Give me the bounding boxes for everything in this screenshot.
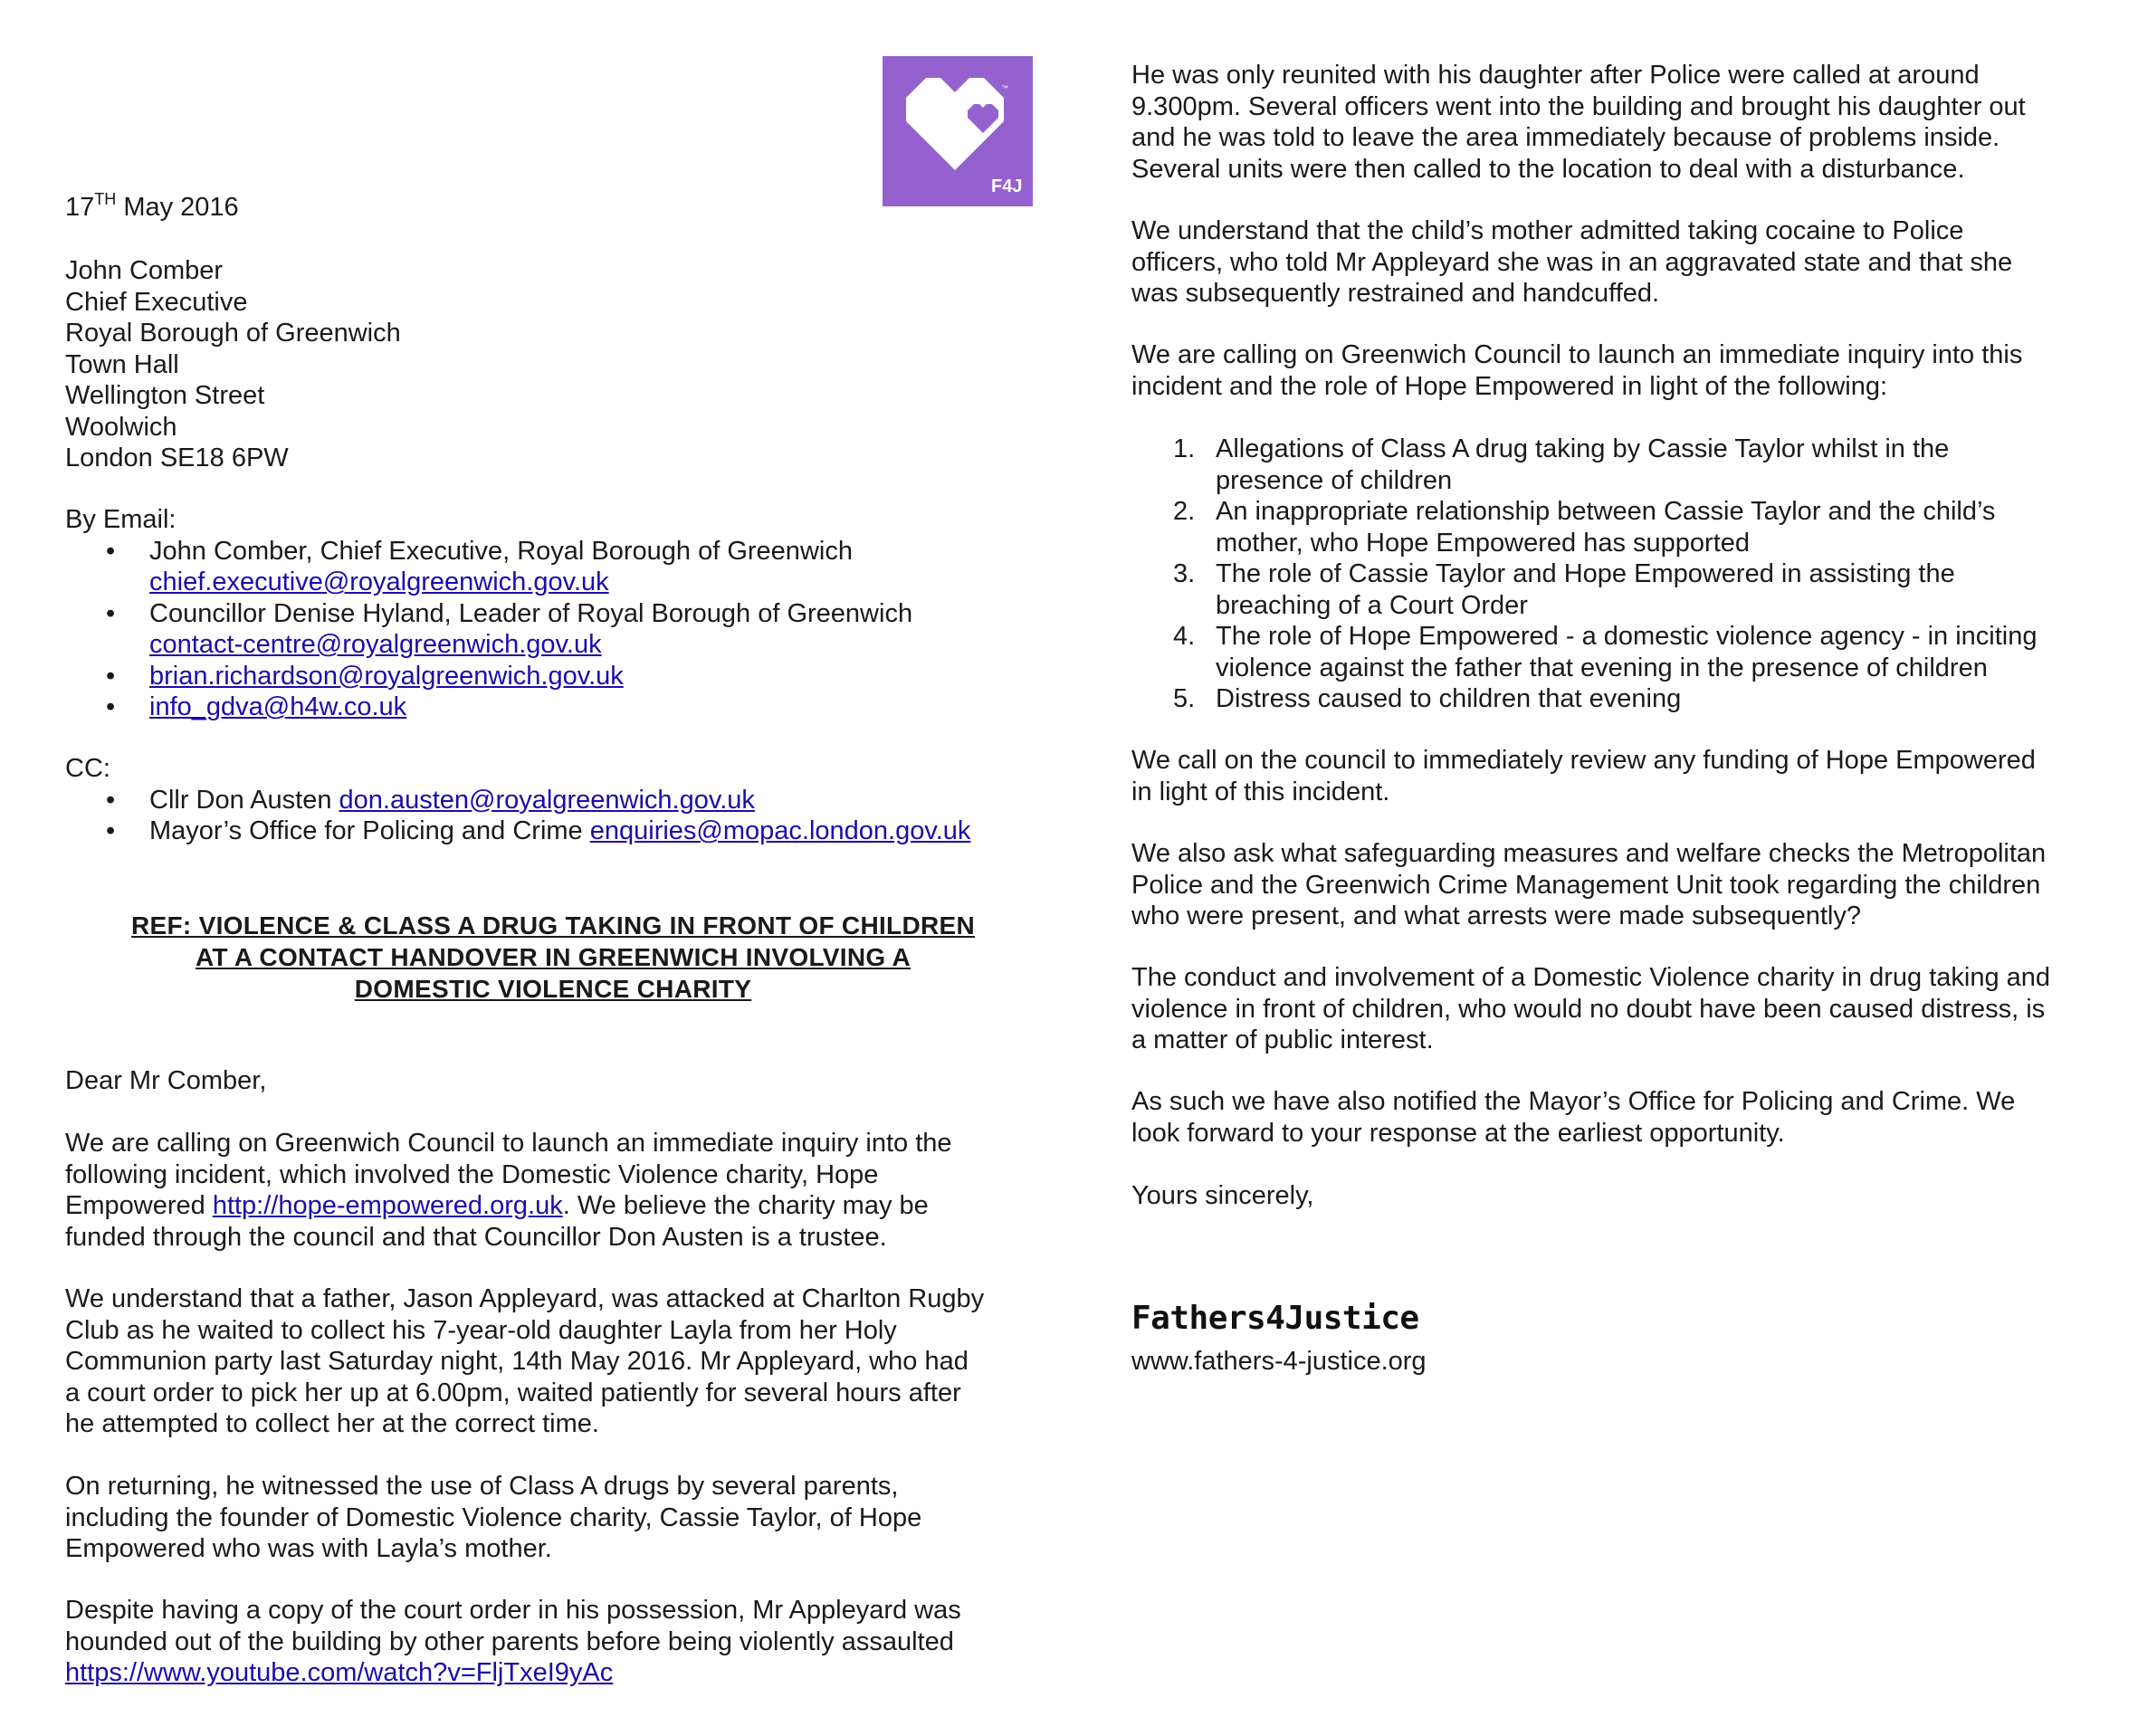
body-paragraph: We understand that a father, Jason Appleyard, was attacked at Charlton Rugby Club as he waited to collect his 7-year-old daughter Layla from her Holy Communion party last Saturday night, 14th May 2016. Mr Appleyard, who had a court order to pick her up at 6.00pm, waited patiently for several hours after he attempted to collect her at the correct time. (65, 1284, 985, 1438)
address-line: Wellington Street (65, 381, 265, 410)
list-item: • Councillor Denise Hyland, Leader of Royal Borough of Greenwich contact-centre@royalgreenwich.gov.uk (106, 598, 913, 659)
logo-text: F4J (991, 176, 1023, 196)
bullet-icon: • (106, 536, 116, 566)
list-item: • John Comber, Chief Executive, Royal Borough of Greenwich chief.executive@royalgreenwich.gov.uk (106, 536, 853, 596)
email-link[interactable]: chief.executive@royalgreenwich.gov.uk (149, 568, 609, 596)
list-item: • Mayor’s Office for Policing and Crime enquiries@mopac.london.gov.uk (106, 816, 971, 845)
email-link[interactable]: info_gdva@h4w.co.uk (149, 692, 407, 721)
salutation: Dear Mr Comber, (65, 1066, 267, 1095)
address-line: Woolwich (65, 412, 177, 442)
bullet-icon: • (106, 785, 116, 815)
youtube-link[interactable]: https://www.youtube.com/watch?v=FljTxeI9yAc (65, 1658, 614, 1687)
email-link[interactable]: enquiries@mopac.london.gov.uk (589, 816, 971, 845)
f4j-logo (883, 56, 1033, 206)
list-item: • Cllr Don Austen don.austen@royalgreenwich.gov.uk (106, 785, 755, 815)
date-rest: May 2016 (116, 193, 239, 222)
email-link[interactable]: brian.richardson@royalgreenwich.gov.uk (149, 661, 624, 691)
body-paragraph: We understand that the child’s mother admitted taking cocaine to Police officers, who told Mr Appleyard she was in an aggravated state and that she was subsequently restrained and handcuffed. (1131, 216, 2013, 308)
website: www.fathers-4-justice.org (1131, 1347, 1427, 1376)
by-email-list (65, 536, 1041, 723)
list-item: 4. The role of Hope Empowered - a domestic violence agency - in inciting violence against the father that evening in the presence of children (1173, 622, 2038, 682)
bullet-icon: • (106, 816, 116, 845)
ref-heading: REF: VIOLENCE & CLASS A DRUG TAKING IN FRONT OF CHILDREN AT A CONTACT HANDOVER IN GREENWICH INVOLVING A DOMESTIC VIOLENCE CHARITY (131, 911, 975, 1003)
date-day: 17 (65, 193, 95, 222)
bullet-icon: • (106, 661, 116, 691)
list-item: 3. The role of Cassie Taylor and Hope Empowered in assisting the breaching of a Court Order (1173, 559, 1955, 620)
bullet-icon: • (106, 692, 116, 721)
body-paragraph: We are calling on Greenwich Council to launch an immediate inquiry into this incident and the role of Hope Empowered in light of the following: (1131, 340, 2023, 401)
list-item: 5. Distress caused to children that evening (1173, 684, 1682, 713)
date-suffix: TH (94, 190, 117, 208)
inquiry-points-list (1131, 434, 2109, 715)
list-item: 1. Allegations of Class A drug taking by Cassie Taylor whilst in the presence of children (1173, 434, 1950, 495)
email-link[interactable]: contact-centre@royalgreenwich.gov.uk (149, 630, 602, 659)
list-item: 2. An inappropriate relationship between Cassie Taylor and the child’s mother, who Hope Empowered has supported (1173, 497, 1996, 558)
heart-logo-icon (883, 56, 1033, 206)
list-item (65, 661, 1041, 692)
body-paragraph: He was only reunited with his daughter after Police were called at around 9.300pm. Several officers went into the building and brought his daughter out and he was told to leave the area immediately because of problems inside. Several units were then called to the location to deal with a disturbance. (1131, 61, 2026, 184)
body-paragraph: We are calling on Greenwich Council to launch an immediate inquiry into the following incident, which involved the Domestic Violence charity, Hope Empowered http://hope-empowered.org.uk. We believe the charity may be funded through the council and that Councillor Don Austen is a trustee. (65, 1129, 952, 1252)
bullet-icon: • (106, 598, 116, 628)
trademark-mark: ™ (1001, 84, 1008, 92)
cc-section (65, 753, 1041, 847)
body-paragraph: We also ask what safeguarding measures and welfare checks the Metropolitan Police and the Greenwich Crime Management Unit took regarding the children who were present, and what arrests were made subsequently? (1131, 839, 2047, 930)
body-paragraph: The conduct and involvement of a Domestic Violence charity in drug taking and violence in front of children, who would no doubt have been caused distress, is a matter of public interest. (1131, 963, 2051, 1054)
body-paragraph: We call on the council to immediately review any funding of Hope Empowered in light of this incident. (1131, 746, 2036, 806)
address-line: John Comber (65, 256, 224, 285)
body-paragraph: On returning, he witnessed the use of Class A drugs by several parents, including the founder of Domestic Violence charity, Cassie Taylor, of Hope Empowered who was with Layla’s mother. (65, 1472, 922, 1563)
email-link[interactable]: don.austen@royalgreenwich.gov.uk (339, 785, 755, 815)
cc-list (65, 785, 1041, 847)
signature: Fathers4Justice (1131, 1300, 1419, 1337)
cc-label: CC: (65, 754, 110, 783)
address-line: Town Hall (65, 349, 179, 379)
closing: Yours sincerely, (1131, 1181, 1314, 1210)
by-email-section (65, 504, 1041, 723)
body-paragraph: As such we have also notified the Mayor’s Office for Policing and Crime. We look forward to your response at the earliest opportunity. (1131, 1087, 2016, 1148)
address-line: London SE18 6PW (65, 444, 289, 472)
body-paragraph: Despite having a copy of the court order in his possession, Mr Appleyard was hounded out of the building by other parents before being violently assaulted https://www.youtube.com/watch?v=FljTxeI9yAc (65, 1596, 961, 1687)
hope-empowered-link[interactable]: http://hope-empowered.org.uk (212, 1191, 563, 1220)
address-line: Royal Borough of Greenwich (65, 319, 401, 348)
recipient-address (65, 255, 1041, 474)
by-email-label: By Email: (65, 505, 177, 534)
address-line: Chief Executive (65, 287, 248, 317)
list-item (65, 692, 1041, 723)
